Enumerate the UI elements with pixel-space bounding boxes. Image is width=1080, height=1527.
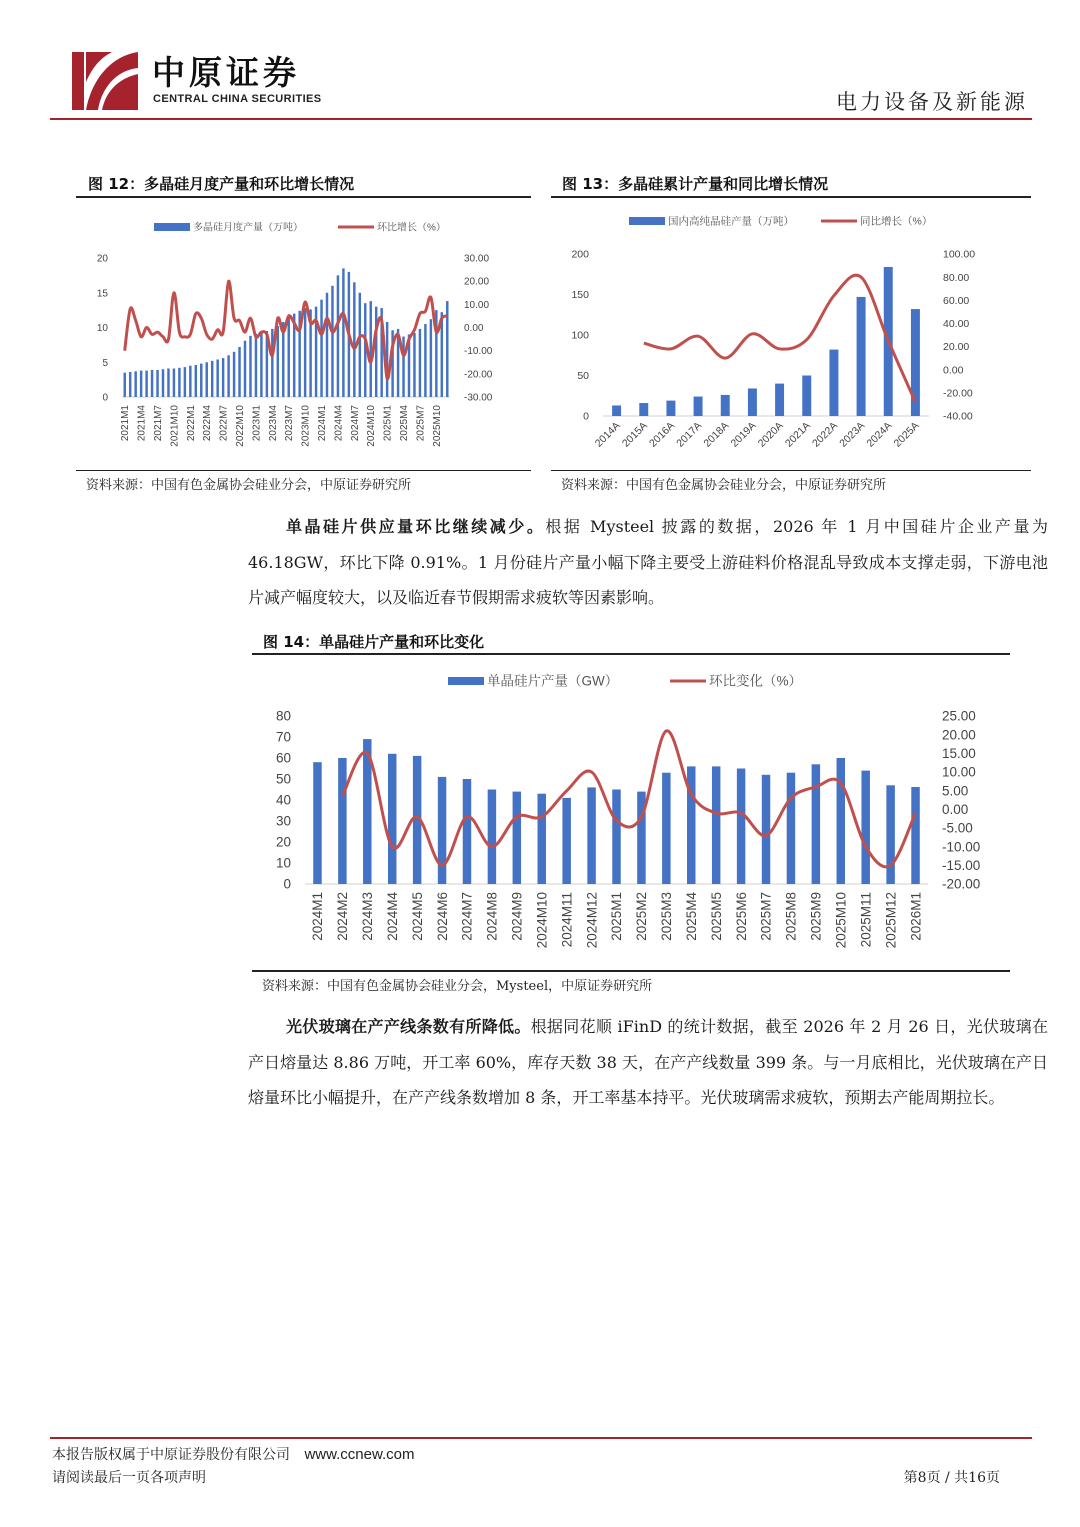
fig12-bar bbox=[304, 308, 306, 397]
fig12-title: 图 12：多晶硅月度产量和环比增长情况 bbox=[88, 175, 355, 193]
fig14-x-tick: 2025M7 bbox=[758, 892, 774, 941]
fig12-bar bbox=[156, 370, 158, 397]
fig14-source: 资料来源：中国有色金属协会硅业分会，Mysteel，中原证券研究所 bbox=[262, 979, 653, 994]
fig12-x-tick: 2021M10 bbox=[169, 405, 181, 447]
fig14-bar bbox=[712, 766, 720, 884]
fig12-bar bbox=[402, 337, 404, 397]
page-number: 第8页 / 共16页 bbox=[903, 1470, 1000, 1486]
brand-name-cn: 中原证券 bbox=[152, 53, 300, 92]
fig12-left-tick: 20 bbox=[96, 253, 108, 265]
fig12-bar bbox=[413, 333, 415, 397]
fig14-series-line bbox=[342, 731, 915, 867]
fig12-x-tick: 2022M4 bbox=[202, 405, 214, 442]
fig12-bar bbox=[260, 332, 262, 397]
fig14-x-tick: 2024M8 bbox=[484, 892, 500, 941]
fig12-bar bbox=[134, 371, 136, 397]
fig14-bar bbox=[388, 754, 396, 884]
fig13-legend-bar-label: 国内高纯晶硅产量（万吨） bbox=[668, 215, 794, 228]
fig13-x-tick: 2024A bbox=[864, 419, 895, 450]
fig14-x-tick: 2025M5 bbox=[708, 892, 724, 941]
fig12-bar bbox=[359, 293, 361, 397]
fig12-bar bbox=[419, 329, 421, 397]
fig12-bar bbox=[206, 362, 208, 397]
fig12-x-tick: 2022M10 bbox=[235, 405, 247, 447]
website-link[interactable]: www.ccnew.com bbox=[304, 1446, 415, 1463]
fig14-bar bbox=[313, 762, 321, 884]
fig14-x-tick: 2024M3 bbox=[360, 892, 376, 941]
fig14-x-tick: 2025M9 bbox=[808, 892, 824, 941]
fig14-left-tick: 30 bbox=[275, 813, 291, 829]
paragraph-wafer-supply bbox=[248, 509, 1048, 616]
fig12-chart bbox=[76, 200, 531, 468]
fig12-x-tick: 2021M7 bbox=[153, 405, 165, 442]
fig12-bar bbox=[173, 369, 175, 397]
fig13-x-tick: 2023A bbox=[837, 419, 868, 450]
fig12-bar bbox=[189, 366, 191, 397]
fig13-top-rule bbox=[551, 196, 1031, 198]
footer-rule bbox=[50, 1437, 1032, 1439]
fig12-legend bbox=[154, 221, 446, 234]
fig12-left-tick: 0 bbox=[102, 392, 108, 404]
fig14-bar bbox=[662, 773, 670, 884]
fig14-x-tick: 2025M10 bbox=[833, 892, 849, 949]
fig14-left-tick: 20 bbox=[275, 834, 291, 850]
fig12-bar bbox=[227, 355, 229, 397]
fig12-x-tick: 2021M1 bbox=[120, 405, 132, 442]
fig12-right-tick: 30.00 bbox=[464, 253, 490, 265]
fig13-bar bbox=[639, 403, 648, 416]
fig12-bar bbox=[216, 359, 218, 397]
fig14-legend bbox=[448, 673, 802, 689]
fig14-x-tick: 2024M10 bbox=[534, 892, 550, 949]
fig12-x-tick: 2023M10 bbox=[300, 405, 312, 447]
fig12-bar bbox=[370, 301, 372, 397]
footer-copyright bbox=[52, 1444, 415, 1464]
fig14-right-tick: 25.00 bbox=[942, 708, 976, 724]
fig13-right-tick: -20.00 bbox=[943, 387, 973, 400]
fig13-bar bbox=[721, 395, 730, 416]
fig12-right-tick: 20.00 bbox=[464, 276, 490, 288]
fig13-x-tick: 2022A bbox=[810, 419, 841, 450]
fig12-bar bbox=[151, 370, 153, 397]
fig14-right-tick: 10.00 bbox=[942, 764, 976, 780]
fig12-bar bbox=[424, 324, 426, 397]
fig14-right-tick: 0.00 bbox=[942, 802, 969, 818]
fig12-bar bbox=[195, 365, 197, 397]
header-rule bbox=[50, 118, 1032, 120]
fig14-bar bbox=[513, 792, 521, 884]
fig13-x-tick: 2014A bbox=[592, 419, 623, 450]
fig12-x-tick: 2025M10 bbox=[431, 405, 443, 447]
fig13-x-tick: 2016A bbox=[647, 419, 678, 450]
fig13-right-tick: 80.00 bbox=[943, 271, 970, 284]
fig14-x-tick: 2024M5 bbox=[409, 892, 425, 941]
fig12-bar bbox=[233, 352, 235, 397]
fig12-x-tick: 2023M4 bbox=[267, 405, 279, 442]
fig13-bar bbox=[857, 297, 866, 416]
fig12-bar bbox=[342, 268, 344, 397]
fig12-bar bbox=[353, 282, 355, 397]
fig13-legend-bar-swatch bbox=[629, 217, 665, 225]
fig13-x-tick: 2025A bbox=[891, 419, 922, 450]
fig14-x-tick: 2025M1 bbox=[609, 892, 625, 941]
fig14-x-tick: 2024M9 bbox=[509, 892, 525, 941]
fig14-x-tick: 2026M1 bbox=[908, 892, 924, 941]
fig12-right-tick: -30.00 bbox=[464, 392, 493, 404]
fig14-title: 图 14：单晶硅片产量和环比变化 bbox=[263, 633, 485, 651]
fig13-left-tick: 50 bbox=[577, 370, 589, 383]
fig13-x-tick: 2015A bbox=[619, 419, 650, 450]
fig12-bar bbox=[271, 329, 273, 397]
fig12-left-tick: 10 bbox=[96, 323, 108, 334]
fig14-x-tick: 2025M12 bbox=[883, 892, 899, 949]
fig14-left-tick: 80 bbox=[275, 708, 291, 724]
fig12-x-tick: 2023M1 bbox=[251, 405, 263, 442]
fig12-x-tick: 2024M1 bbox=[317, 405, 329, 442]
fig13-right-tick: 0.00 bbox=[943, 364, 964, 377]
fig14-bar bbox=[762, 775, 770, 884]
fig12-bar bbox=[244, 341, 246, 397]
fig13-chart bbox=[551, 200, 1031, 468]
fig12-legend-line-label: 环比增长（%） bbox=[377, 222, 446, 234]
fig13-bar bbox=[775, 384, 784, 416]
fig12-x-tick: 2024M4 bbox=[333, 405, 345, 442]
fig12-bar bbox=[326, 293, 328, 397]
fig12-bar bbox=[375, 307, 377, 397]
fig14-x-tick: 2025M6 bbox=[733, 892, 749, 941]
fig13-title: 图 13：多晶硅累计产量和同比增长情况 bbox=[562, 175, 829, 193]
fig13-x-tick: 2021A bbox=[782, 419, 813, 450]
fig12-bar bbox=[200, 364, 202, 397]
fig14-right-tick: 5.00 bbox=[942, 783, 969, 799]
fig13-legend bbox=[629, 215, 932, 228]
fig14-bar bbox=[737, 769, 745, 885]
fig12-source: 资料来源：中国有色金属协会硅业分会，中原证券研究所 bbox=[86, 478, 412, 493]
fig14-bar bbox=[812, 764, 820, 884]
fig12-right-tick: -20.00 bbox=[464, 369, 493, 381]
fig14-x-tick: 2025M3 bbox=[659, 892, 675, 941]
brand-logo bbox=[72, 48, 138, 110]
fig12-bar bbox=[211, 361, 213, 397]
fig14-x-tick: 2025M4 bbox=[683, 892, 699, 941]
fig12-bar bbox=[140, 371, 142, 397]
fig13-x-tick: 2018A bbox=[701, 419, 732, 450]
fig13-x-tick: 2020A bbox=[755, 419, 786, 450]
fig13-x-tick: 2019A bbox=[728, 419, 759, 450]
fig13-x-tick: 2017A bbox=[674, 419, 705, 450]
fig14-left-tick: 50 bbox=[275, 771, 291, 787]
fig14-bar bbox=[911, 787, 919, 884]
sector-title: 电力设备及新能源 bbox=[836, 90, 1028, 114]
fig14-x-tick: 2024M4 bbox=[384, 892, 400, 941]
fig12-bar bbox=[238, 347, 240, 397]
fig12-legend-bar-swatch bbox=[154, 223, 190, 231]
fig12-x-tick: 2022M7 bbox=[218, 405, 230, 442]
fig12-bar bbox=[337, 275, 339, 397]
fig14-left-tick: 10 bbox=[275, 855, 291, 871]
fig12-right-tick: 0.00 bbox=[464, 323, 484, 334]
fig13-bar bbox=[666, 401, 675, 416]
fig12-svg bbox=[76, 200, 531, 468]
fig14-x-tick: 2024M6 bbox=[434, 892, 450, 941]
para1-text: 根据 Mysteel 披露的数据，2026 年 1 月中国硅片企业产量为 46.18GW，环比下降 0.91%。1 月份硅片产量小幅下降主要受上游硅料价格混乱导致成本支撑走弱，下游电池片减产幅度较大，以及临近春节假期需求疲软等因素影响。 bbox=[248, 517, 1048, 607]
fig13-right-tick: -40.00 bbox=[943, 410, 973, 423]
fig13-legend-line-label: 同比增长（%） bbox=[860, 215, 933, 228]
fig13-bar bbox=[802, 376, 811, 417]
fig14-x-tick: 2025M8 bbox=[783, 892, 799, 941]
fig14-bar bbox=[438, 777, 446, 884]
fig13-bar bbox=[748, 388, 757, 416]
fig14-left-tick: 40 bbox=[275, 792, 291, 808]
paragraph-pv-glass bbox=[248, 1009, 1048, 1116]
para2-lead: 光伏玻璃在产产线条数有所降低。 bbox=[286, 1017, 531, 1036]
brand-name-en: CENTRAL CHINA SECURITIES bbox=[153, 93, 322, 105]
fig12-bar bbox=[255, 334, 257, 397]
fig14-x-tick: 2025M11 bbox=[858, 892, 874, 948]
fig14-x-tick: 2024M7 bbox=[459, 892, 475, 941]
footer-disclaimer: 请阅读最后一页各项声明 bbox=[52, 1470, 206, 1486]
fig14-top-rule bbox=[252, 653, 1010, 655]
fig14-right-tick: 15.00 bbox=[942, 746, 976, 762]
fig13-bar bbox=[694, 397, 703, 416]
fig13-bar bbox=[612, 405, 621, 416]
fig12-bar bbox=[277, 326, 279, 397]
fig13-left-tick: 0 bbox=[583, 410, 589, 423]
para2-text: 根据同花顺 iFinD 的统计数据，截至 2026 年 2 月 26 日，光伏玻璃在产日熔量达 8.86 万吨，开工率 60%，库存天数 38 天，在产产线数量 399 条。与一月底相比，光伏玻璃在产日熔量环比小幅提升，在产产线条数增加 8 条，开工率基本持平。光伏玻璃需求疲软，预期去产能周期拉长。 bbox=[248, 1017, 1048, 1107]
fig14-chart bbox=[252, 658, 1010, 968]
fig12-left-tick: 15 bbox=[96, 288, 108, 300]
fig14-bar bbox=[587, 787, 595, 884]
fig13-bottom-rule bbox=[551, 470, 1031, 471]
fig12-right-tick: -10.00 bbox=[464, 346, 493, 358]
fig14-left-tick: 70 bbox=[275, 729, 291, 745]
fig12-x-tick: 2025M4 bbox=[399, 405, 411, 442]
fig12-x-tick: 2024M7 bbox=[349, 405, 361, 442]
fig12-bar bbox=[162, 369, 164, 397]
fig14-bar bbox=[861, 771, 869, 884]
fig12-x-tick: 2023M7 bbox=[284, 405, 296, 442]
fig12-x-tick: 2021M4 bbox=[136, 405, 148, 442]
fig14-bar bbox=[886, 785, 894, 884]
fig12-x-tick: 2024M10 bbox=[366, 405, 378, 447]
fig14-x-tick: 2024M1 bbox=[310, 892, 326, 941]
fig14-bottom-rule bbox=[252, 970, 1010, 972]
fig13-series-line bbox=[644, 275, 916, 402]
fig12-right-tick: 10.00 bbox=[464, 299, 490, 311]
fig14-right-tick: -5.00 bbox=[942, 820, 973, 836]
fig14-bar bbox=[562, 798, 570, 884]
fig14-right-tick: -10.00 bbox=[942, 839, 981, 855]
fig14-left-tick: 60 bbox=[275, 750, 291, 766]
copyright-text: 本报告版权属于中原证券股份有限公司 bbox=[52, 1447, 290, 1463]
fig14-legend-bar-swatch bbox=[448, 677, 484, 685]
fig12-bar bbox=[129, 372, 131, 397]
fig12-left-tick: 5 bbox=[102, 357, 108, 369]
fig14-right-tick: 20.00 bbox=[942, 727, 976, 743]
fig13-source: 资料来源：中国有色金属协会硅业分会，中原证券研究所 bbox=[561, 478, 887, 493]
fig12-top-rule bbox=[76, 196, 531, 198]
fig14-svg bbox=[252, 658, 1010, 968]
fig13-bar bbox=[829, 350, 838, 416]
fig12-bar bbox=[320, 300, 322, 397]
fig14-right-tick: -15.00 bbox=[942, 858, 981, 874]
fig14-x-tick: 2024M2 bbox=[335, 892, 351, 941]
fig12-bar bbox=[184, 367, 186, 397]
fig14-bar bbox=[338, 758, 346, 884]
fig13-right-tick: 60.00 bbox=[943, 294, 970, 307]
fig12-bar bbox=[145, 371, 147, 397]
fig12-bar bbox=[178, 368, 180, 397]
fig12-bar bbox=[167, 369, 169, 397]
fig14-right-tick: -20.00 bbox=[942, 876, 981, 892]
fig14-left-tick: 0 bbox=[283, 876, 291, 892]
fig12-bottom-rule bbox=[76, 470, 531, 471]
para1-lead: 单晶硅片供应量环比继续减少。 bbox=[286, 517, 546, 536]
fig12-bar bbox=[222, 358, 224, 397]
fig14-bar bbox=[837, 758, 845, 884]
fig13-left-tick: 100 bbox=[571, 329, 589, 342]
fig13-left-tick: 150 bbox=[571, 289, 589, 302]
fig14-legend-line-label: 环比变化（%） bbox=[709, 673, 803, 689]
fig14-legend-bar-label: 单晶硅片产量（GW） bbox=[487, 673, 619, 689]
fig12-bar bbox=[430, 319, 432, 397]
fig13-right-tick: 40.00 bbox=[943, 318, 970, 331]
fig12-x-tick: 2025M7 bbox=[415, 405, 427, 442]
fig12-bar bbox=[124, 373, 126, 397]
fig12-legend-bar-label: 多晶硅月度产量（万吨） bbox=[193, 222, 303, 234]
fig14-bar bbox=[463, 779, 471, 884]
fig13-right-tick: 20.00 bbox=[943, 341, 970, 354]
fig13-left-tick: 200 bbox=[571, 248, 589, 261]
fig12-x-tick: 2025M1 bbox=[382, 405, 394, 442]
fig14-bar bbox=[787, 773, 795, 884]
fig14-bar bbox=[612, 790, 620, 885]
fig12-x-tick: 2022M1 bbox=[185, 405, 197, 442]
fig14-x-tick: 2024M12 bbox=[584, 892, 600, 949]
fig14-bar bbox=[488, 790, 496, 885]
fig13-right-tick: 100.00 bbox=[943, 248, 976, 261]
fig12-bar bbox=[331, 286, 333, 397]
fig14-bar bbox=[538, 794, 546, 884]
fig14-x-tick: 2025M2 bbox=[634, 892, 650, 941]
fig12-bar bbox=[249, 336, 251, 397]
fig14-x-tick: 2024M11 bbox=[559, 892, 575, 948]
fig13-svg bbox=[551, 200, 1031, 468]
fig12-bar bbox=[288, 317, 290, 397]
